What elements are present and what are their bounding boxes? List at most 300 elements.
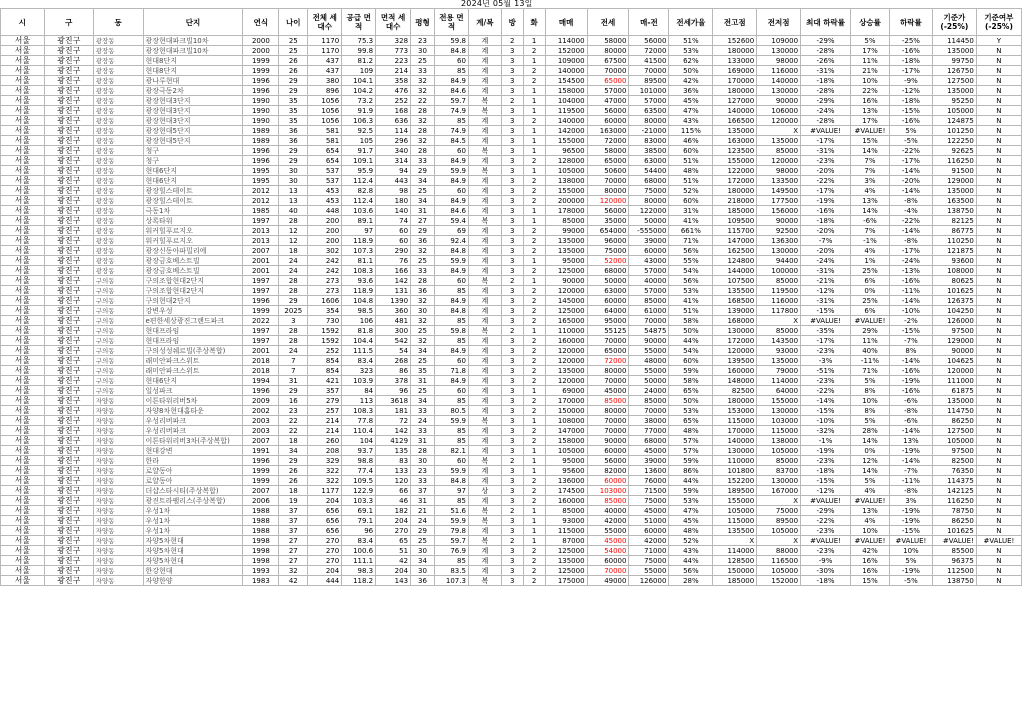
- cell-type[interactable]: 계: [468, 346, 501, 356]
- cell-supply-area[interactable]: 103.3: [342, 496, 376, 506]
- cell-sale-minus-jeonse[interactable]: 68000: [629, 176, 669, 186]
- cell-fall[interactable]: -8%: [889, 486, 932, 496]
- cell-jeonse[interactable]: 65000: [587, 346, 629, 356]
- cell-danji[interactable]: 현대6단지: [143, 376, 243, 386]
- cell-rise[interactable]: 4%: [850, 516, 889, 526]
- cell-fall[interactable]: -8%: [889, 196, 932, 206]
- cell-base-flag[interactable]: N: [976, 456, 1021, 466]
- cell-rise[interactable]: 13%: [850, 196, 889, 206]
- cell-peak[interactable]: 135500: [713, 286, 757, 296]
- cell-peak[interactable]: 109500: [713, 216, 757, 226]
- cell-base-flag[interactable]: N: [976, 346, 1021, 356]
- cell-area-households[interactable]: 166: [376, 266, 411, 276]
- cell-gu[interactable]: 광진구: [44, 86, 93, 96]
- cell-peak[interactable]: 163000: [713, 136, 757, 146]
- cell-peak[interactable]: 124800: [713, 256, 757, 266]
- cell-rooms[interactable]: 3: [501, 546, 523, 556]
- cell-type[interactable]: 복: [468, 166, 501, 176]
- cell-households[interactable]: 1177: [308, 486, 342, 496]
- cell-sale-price[interactable]: 165000: [545, 316, 587, 326]
- cell-peak[interactable]: 150000: [713, 566, 757, 576]
- cell-age[interactable]: 19: [279, 496, 308, 506]
- cell-baths[interactable]: 1: [523, 36, 545, 46]
- cell-max-drop[interactable]: -23%: [801, 156, 851, 166]
- cell-max-drop[interactable]: -20%: [801, 166, 851, 176]
- cell-danji[interactable]: 우성리버파크: [143, 426, 243, 436]
- cell-sale-price[interactable]: 120000: [545, 356, 587, 366]
- cell-si[interactable]: 서울: [1, 386, 45, 396]
- cell-age[interactable]: 16: [279, 396, 308, 406]
- cell-jeonse-ratio[interactable]: 86%: [669, 466, 713, 476]
- cell-households[interactable]: 270: [308, 556, 342, 566]
- cell-base-price[interactable]: 135000: [932, 186, 976, 196]
- cell-peak[interactable]: 130000: [713, 446, 757, 456]
- cell-type[interactable]: 복: [468, 506, 501, 516]
- cell-jeonse[interactable]: 45000: [587, 536, 629, 546]
- cell-gu[interactable]: 광진구: [44, 466, 93, 476]
- cell-rise[interactable]: 12%: [850, 456, 889, 466]
- cell-households[interactable]: 1592: [308, 336, 342, 346]
- cell-sale-minus-jeonse[interactable]: 38500: [629, 146, 669, 156]
- cell-exclusive-area[interactable]: 60: [434, 56, 468, 66]
- cell-jeonse-ratio[interactable]: 53%: [669, 286, 713, 296]
- cell-jeonse[interactable]: 654000: [587, 226, 629, 236]
- cell-max-drop[interactable]: -31%: [801, 66, 851, 76]
- cell-trough[interactable]: 103000: [757, 416, 801, 426]
- cell-base-flag[interactable]: N: [976, 516, 1021, 526]
- cell-area-households[interactable]: 290: [376, 246, 411, 256]
- cell-max-drop[interactable]: -26%: [801, 56, 851, 66]
- cell-fall[interactable]: -20%: [889, 176, 932, 186]
- cell-sale-minus-jeonse[interactable]: -555000: [629, 226, 669, 236]
- cell-gu[interactable]: 광진구: [44, 566, 93, 576]
- cell-age[interactable]: 2025: [279, 306, 308, 316]
- cell-dong[interactable]: 광장동: [93, 136, 143, 146]
- cell-jeonse[interactable]: 70000: [587, 376, 629, 386]
- cell-base-price[interactable]: 101625: [932, 526, 976, 536]
- cell-supply-area[interactable]: 81.2: [342, 56, 376, 66]
- cell-trough[interactable]: 90000: [757, 216, 801, 226]
- cell-base-flag[interactable]: N: [976, 506, 1021, 516]
- cell-sale-price[interactable]: 170000: [545, 396, 587, 406]
- cell-sale-price[interactable]: 152000: [545, 46, 587, 56]
- cell-baths[interactable]: 2: [523, 476, 545, 486]
- cell-exclusive-area[interactable]: 85: [434, 396, 468, 406]
- cell-si[interactable]: 서울: [1, 186, 45, 196]
- cell-sale-price[interactable]: 200000: [545, 196, 587, 206]
- cell-exclusive-area[interactable]: 85: [434, 116, 468, 126]
- cell-rooms[interactable]: 3: [501, 436, 523, 446]
- cell-exclusive-area[interactable]: 85: [434, 286, 468, 296]
- cell-fall[interactable]: #VALUE!: [889, 536, 932, 546]
- cell-base-price[interactable]: 95250: [932, 96, 976, 106]
- cell-rooms[interactable]: 3: [501, 166, 523, 176]
- cell-type[interactable]: 계: [468, 126, 501, 136]
- cell-year[interactable]: 1999: [243, 476, 279, 486]
- cell-trough[interactable]: 138000: [757, 436, 801, 446]
- header-si[interactable]: 시: [1, 9, 45, 36]
- cell-si[interactable]: 서울: [1, 476, 45, 486]
- cell-dong[interactable]: 자양동: [93, 556, 143, 566]
- cell-jeonse-ratio[interactable]: 59%: [669, 486, 713, 496]
- cell-year[interactable]: 2013: [243, 236, 279, 246]
- cell-year[interactable]: 2000: [243, 36, 279, 46]
- cell-gu[interactable]: 광진구: [44, 256, 93, 266]
- cell-sale-price[interactable]: 108000: [545, 416, 587, 426]
- cell-peak[interactable]: X: [713, 536, 757, 546]
- cell-base-flag[interactable]: N: [976, 326, 1021, 336]
- cell-jeonse[interactable]: 63000: [587, 286, 629, 296]
- cell-sale-minus-jeonse[interactable]: 126000: [629, 576, 669, 586]
- cell-pyeong[interactable]: 28: [411, 126, 435, 136]
- cell-rooms[interactable]: 3: [501, 176, 523, 186]
- cell-si[interactable]: 서울: [1, 506, 45, 516]
- cell-type[interactable]: 계: [468, 286, 501, 296]
- cell-jeonse-ratio[interactable]: 65%: [669, 416, 713, 426]
- cell-base-price[interactable]: 138750: [932, 206, 976, 216]
- cell-year[interactable]: 1998: [243, 546, 279, 556]
- cell-pyeong[interactable]: 31: [411, 496, 435, 506]
- header-peak[interactable]: 전고점: [713, 9, 757, 36]
- cell-rise[interactable]: 5%: [850, 376, 889, 386]
- cell-year[interactable]: 1989: [243, 136, 279, 146]
- cell-pyeong[interactable]: 33: [411, 406, 435, 416]
- cell-households[interactable]: 581: [308, 126, 342, 136]
- cell-pyeong[interactable]: 33: [411, 476, 435, 486]
- cell-exclusive-area[interactable]: 79.8: [434, 526, 468, 536]
- cell-area-households[interactable]: 86: [376, 366, 411, 376]
- cell-si[interactable]: 서울: [1, 396, 45, 406]
- cell-exclusive-area[interactable]: 59.7: [434, 536, 468, 546]
- cell-area-households[interactable]: 98: [376, 186, 411, 196]
- cell-sale-minus-jeonse[interactable]: 57000: [629, 286, 669, 296]
- cell-sale-price[interactable]: 135000: [545, 236, 587, 246]
- cell-base-price[interactable]: 82125: [932, 216, 976, 226]
- cell-base-flag[interactable]: N: [976, 376, 1021, 386]
- cell-max-drop[interactable]: -9%: [801, 556, 851, 566]
- cell-supply-area[interactable]: 118.9: [342, 236, 376, 246]
- cell-area-households[interactable]: 96: [376, 386, 411, 396]
- cell-age[interactable]: 28: [279, 276, 308, 286]
- cell-supply-area[interactable]: 93.7: [342, 446, 376, 456]
- cell-year[interactable]: 2006: [243, 496, 279, 506]
- cell-rise[interactable]: #VALUE!: [850, 126, 889, 136]
- cell-dong[interactable]: 자양동: [93, 496, 143, 506]
- cell-households[interactable]: 329: [308, 456, 342, 466]
- cell-households[interactable]: 260: [308, 436, 342, 446]
- cell-households[interactable]: 854: [308, 366, 342, 376]
- cell-trough[interactable]: 94400: [757, 256, 801, 266]
- cell-base-price[interactable]: 114375: [932, 476, 976, 486]
- cell-rooms[interactable]: 3: [501, 356, 523, 366]
- cell-peak[interactable]: 185000: [713, 206, 757, 216]
- cell-dong[interactable]: 광장동: [93, 246, 143, 256]
- cell-max-drop[interactable]: -17%: [801, 186, 851, 196]
- cell-si[interactable]: 서울: [1, 436, 45, 446]
- cell-jeonse[interactable]: 70000: [587, 426, 629, 436]
- cell-year[interactable]: 1998: [243, 536, 279, 546]
- cell-pyeong[interactable]: 31: [411, 206, 435, 216]
- cell-si[interactable]: 서울: [1, 526, 45, 536]
- cell-rise[interactable]: 29%: [850, 326, 889, 336]
- cell-trough[interactable]: 75000: [757, 506, 801, 516]
- cell-danji[interactable]: 강변우성: [143, 306, 243, 316]
- cell-fall[interactable]: -15%: [889, 326, 932, 336]
- cell-jeonse-ratio[interactable]: 54%: [669, 346, 713, 356]
- cell-base-price[interactable]: 163500: [932, 196, 976, 206]
- cell-exclusive-area[interactable]: 84.6: [434, 206, 468, 216]
- cell-baths[interactable]: 2: [523, 66, 545, 76]
- cell-jeonse[interactable]: 85000: [587, 496, 629, 506]
- cell-type[interactable]: 계: [468, 376, 501, 386]
- cell-jeonse-ratio[interactable]: 31%: [669, 206, 713, 216]
- cell-baths[interactable]: 1: [523, 96, 545, 106]
- cell-peak[interactable]: 128500: [713, 556, 757, 566]
- cell-pyeong[interactable]: 29: [411, 526, 435, 536]
- cell-jeonse-ratio[interactable]: 45%: [669, 516, 713, 526]
- cell-year[interactable]: 1993: [243, 566, 279, 576]
- cell-age[interactable]: 27: [279, 536, 308, 546]
- cell-jeonse[interactable]: 80000: [587, 186, 629, 196]
- cell-si[interactable]: 서울: [1, 456, 45, 466]
- cell-gu[interactable]: 광진구: [44, 456, 93, 466]
- cell-danji[interactable]: 광장극동2차: [143, 86, 243, 96]
- cell-year[interactable]: 2018: [243, 356, 279, 366]
- cell-sale-price[interactable]: 87000: [545, 536, 587, 546]
- cell-pyeong[interactable]: 32: [411, 246, 435, 256]
- cell-baths[interactable]: 1: [523, 416, 545, 426]
- cell-jeonse[interactable]: 50600: [587, 166, 629, 176]
- cell-trough[interactable]: X: [757, 126, 801, 136]
- cell-area-households[interactable]: 1390: [376, 296, 411, 306]
- cell-gu[interactable]: 광진구: [44, 576, 93, 586]
- cell-sale-price[interactable]: 95600: [545, 466, 587, 476]
- cell-max-drop[interactable]: -18%: [801, 576, 851, 586]
- cell-age[interactable]: 31: [279, 376, 308, 386]
- cell-pyeong[interactable]: 35: [411, 366, 435, 376]
- cell-area-households[interactable]: 135: [376, 446, 411, 456]
- cell-jeonse-ratio[interactable]: 53%: [669, 406, 713, 416]
- cell-peak[interactable]: 189500: [713, 486, 757, 496]
- cell-max-drop[interactable]: -19%: [801, 446, 851, 456]
- cell-si[interactable]: 서울: [1, 486, 45, 496]
- cell-supply-area[interactable]: 89.1: [342, 216, 376, 226]
- cell-max-drop[interactable]: -23%: [801, 526, 851, 536]
- cell-max-drop[interactable]: -16%: [801, 206, 851, 216]
- cell-type[interactable]: 계: [468, 526, 501, 536]
- cell-gu[interactable]: 광진구: [44, 176, 93, 186]
- cell-pyeong[interactable]: 22: [411, 96, 435, 106]
- cell-area-households[interactable]: 223: [376, 56, 411, 66]
- cell-base-price[interactable]: 127500: [932, 426, 976, 436]
- cell-pyeong[interactable]: 36: [411, 236, 435, 246]
- cell-gu[interactable]: 광진구: [44, 146, 93, 156]
- cell-households[interactable]: 273: [308, 286, 342, 296]
- cell-jeonse-ratio[interactable]: 48%: [669, 526, 713, 536]
- cell-type[interactable]: 계: [468, 266, 501, 276]
- cell-sale-price[interactable]: 175000: [545, 576, 587, 586]
- cell-trough[interactable]: X: [757, 496, 801, 506]
- cell-base-flag[interactable]: N: [976, 66, 1021, 76]
- cell-jeonse[interactable]: 56000: [587, 456, 629, 466]
- cell-sale-price[interactable]: 158000: [545, 86, 587, 96]
- header-sale-minus-jeonse[interactable]: 매-전: [629, 9, 669, 36]
- cell-supply-area[interactable]: 92.5: [342, 126, 376, 136]
- cell-max-drop[interactable]: -30%: [801, 566, 851, 576]
- cell-dong[interactable]: 자양동: [93, 576, 143, 586]
- cell-rise[interactable]: 8%: [850, 406, 889, 416]
- cell-rise[interactable]: 14%: [850, 436, 889, 446]
- cell-peak[interactable]: 155000: [713, 496, 757, 506]
- cell-supply-area[interactable]: 108.3: [342, 406, 376, 416]
- cell-jeonse-ratio[interactable]: 43%: [669, 546, 713, 556]
- cell-si[interactable]: 서울: [1, 156, 45, 166]
- cell-exclusive-area[interactable]: 60: [434, 276, 468, 286]
- cell-gu[interactable]: 광진구: [44, 526, 93, 536]
- cell-dong[interactable]: 광장동: [93, 66, 143, 76]
- cell-households[interactable]: 357: [308, 386, 342, 396]
- cell-year[interactable]: 2013: [243, 226, 279, 236]
- cell-sale-minus-jeonse[interactable]: 41500: [629, 56, 669, 66]
- cell-max-drop[interactable]: -15%: [801, 306, 851, 316]
- cell-sale-minus-jeonse[interactable]: 85000: [629, 296, 669, 306]
- cell-households[interactable]: 581: [308, 136, 342, 146]
- cell-dong[interactable]: 광장동: [93, 46, 143, 56]
- cell-jeonse-ratio[interactable]: 50%: [669, 66, 713, 76]
- cell-fall[interactable]: -16%: [889, 46, 932, 56]
- cell-si[interactable]: 서울: [1, 116, 45, 126]
- cell-baths[interactable]: 2: [523, 556, 545, 566]
- cell-type[interactable]: 계: [468, 496, 501, 506]
- cell-trough[interactable]: 135000: [757, 356, 801, 366]
- cell-rise[interactable]: 6%: [850, 306, 889, 316]
- cell-sale-minus-jeonse[interactable]: 50000: [629, 376, 669, 386]
- cell-supply-area[interactable]: 82.8: [342, 186, 376, 196]
- cell-sale-price[interactable]: 110000: [545, 326, 587, 336]
- cell-exclusive-area[interactable]: 84.8: [434, 46, 468, 56]
- cell-jeonse[interactable]: 70000: [587, 176, 629, 186]
- cell-sale-minus-jeonse[interactable]: 54875: [629, 326, 669, 336]
- cell-type[interactable]: 계: [468, 36, 501, 46]
- cell-dong[interactable]: 자양동: [93, 466, 143, 476]
- cell-trough[interactable]: 120000: [757, 116, 801, 126]
- cell-sale-minus-jeonse[interactable]: 90000: [629, 336, 669, 346]
- cell-base-flag[interactable]: N: [976, 216, 1021, 226]
- cell-pyeong[interactable]: 33: [411, 66, 435, 76]
- cell-danji[interactable]: 자양5차현대: [143, 546, 243, 556]
- cell-si[interactable]: 서울: [1, 126, 45, 136]
- cell-age[interactable]: 25: [279, 36, 308, 46]
- cell-year[interactable]: 2007: [243, 436, 279, 446]
- cell-si[interactable]: 서울: [1, 496, 45, 506]
- header-type[interactable]: 계/복: [468, 9, 501, 36]
- cell-trough[interactable]: 85000: [757, 326, 801, 336]
- cell-base-price[interactable]: 97500: [932, 326, 976, 336]
- cell-sale-minus-jeonse[interactable]: 89500: [629, 76, 669, 86]
- cell-base-flag[interactable]: N: [976, 526, 1021, 536]
- cell-peak[interactable]: 115000: [713, 516, 757, 526]
- cell-fall[interactable]: -5%: [889, 136, 932, 146]
- cell-dong[interactable]: 광장동: [93, 166, 143, 176]
- cell-area-households[interactable]: 182: [376, 506, 411, 516]
- cell-gu[interactable]: 광진구: [44, 556, 93, 566]
- cell-baths[interactable]: 2: [523, 186, 545, 196]
- cell-danji[interactable]: 구의성성쉐르빌(주상복합): [143, 346, 243, 356]
- cell-gu[interactable]: 광진구: [44, 396, 93, 406]
- cell-dong[interactable]: 광장동: [93, 176, 143, 186]
- cell-base-price[interactable]: 78750: [932, 506, 976, 516]
- cell-baths[interactable]: 2: [523, 396, 545, 406]
- header-sale-price[interactable]: 매매: [545, 9, 587, 36]
- cell-sale-price[interactable]: 160000: [545, 336, 587, 346]
- cell-sale-minus-jeonse[interactable]: 60000: [629, 246, 669, 256]
- cell-age[interactable]: 26: [279, 56, 308, 66]
- cell-jeonse[interactable]: 60000: [587, 116, 629, 126]
- cell-base-flag[interactable]: N: [976, 266, 1021, 276]
- cell-max-drop[interactable]: -24%: [801, 256, 851, 266]
- cell-rise[interactable]: 16%: [850, 96, 889, 106]
- cell-area-households[interactable]: 360: [376, 306, 411, 316]
- cell-gu[interactable]: 광진구: [44, 416, 93, 426]
- cell-fall[interactable]: 8%: [889, 346, 932, 356]
- cell-jeonse[interactable]: 55000: [587, 526, 629, 536]
- cell-base-flag[interactable]: N: [976, 96, 1021, 106]
- cell-type[interactable]: 복: [468, 516, 501, 526]
- cell-base-price[interactable]: 80625: [932, 276, 976, 286]
- cell-supply-area[interactable]: 109: [342, 66, 376, 76]
- cell-jeonse-ratio[interactable]: 53%: [669, 46, 713, 56]
- cell-peak[interactable]: 101800: [713, 466, 757, 476]
- cell-gu[interactable]: 광진구: [44, 96, 93, 106]
- cell-supply-area[interactable]: 122.9: [342, 486, 376, 496]
- cell-base-flag[interactable]: N: [976, 476, 1021, 486]
- cell-baths[interactable]: 2: [523, 546, 545, 556]
- cell-jeonse-ratio[interactable]: 57%: [669, 446, 713, 456]
- cell-max-drop[interactable]: -12%: [801, 486, 851, 496]
- header-age[interactable]: 나이: [279, 9, 308, 36]
- cell-sale-minus-jeonse[interactable]: 39000: [629, 456, 669, 466]
- cell-jeonse-ratio[interactable]: 41%: [669, 216, 713, 226]
- cell-age[interactable]: 29: [279, 156, 308, 166]
- cell-fall[interactable]: -16%: [889, 116, 932, 126]
- cell-age[interactable]: 29: [279, 386, 308, 396]
- cell-dong[interactable]: 구의동: [93, 376, 143, 386]
- cell-gu[interactable]: 광진구: [44, 156, 93, 166]
- cell-supply-area[interactable]: 96: [342, 526, 376, 536]
- cell-danji[interactable]: 광장현대5단지: [143, 126, 243, 136]
- cell-dong[interactable]: 광장동: [93, 36, 143, 46]
- cell-supply-area[interactable]: 111.1: [342, 556, 376, 566]
- cell-type[interactable]: 계: [468, 316, 501, 326]
- cell-age[interactable]: 32: [279, 566, 308, 576]
- cell-sale-price[interactable]: 136000: [545, 476, 587, 486]
- cell-rooms[interactable]: 3: [501, 266, 523, 276]
- cell-year[interactable]: 1985: [243, 206, 279, 216]
- cell-baths[interactable]: 2: [523, 236, 545, 246]
- cell-jeonse[interactable]: 80000: [587, 366, 629, 376]
- cell-area-households[interactable]: 358: [376, 76, 411, 86]
- cell-supply-area[interactable]: 100.6: [342, 546, 376, 556]
- cell-sale-price[interactable]: 120000: [545, 346, 587, 356]
- cell-type[interactable]: 계: [468, 566, 501, 576]
- cell-peak[interactable]: 148000: [713, 376, 757, 386]
- cell-type[interactable]: 복: [468, 456, 501, 466]
- cell-trough[interactable]: 88000: [757, 546, 801, 556]
- cell-jeonse[interactable]: 96000: [587, 236, 629, 246]
- cell-baths[interactable]: 2: [523, 116, 545, 126]
- cell-dong[interactable]: 광장동: [93, 76, 143, 86]
- cell-rooms[interactable]: 3: [501, 236, 523, 246]
